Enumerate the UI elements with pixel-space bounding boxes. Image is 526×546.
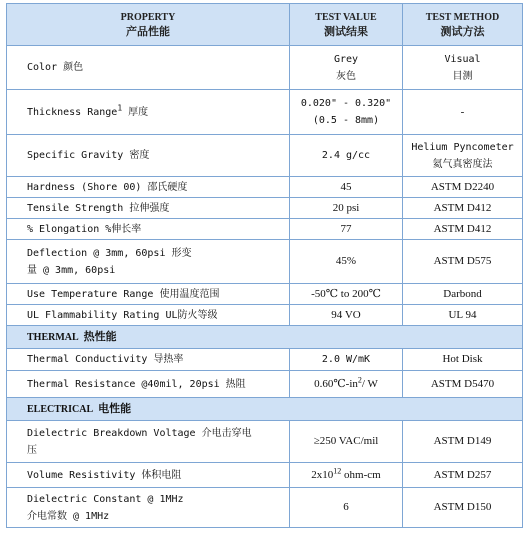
value-elongation: 77 [290,219,403,240]
row-dielectric-breakdown [7,421,523,463]
row-temperature-range [7,284,523,305]
row-volume-resistivity [7,463,523,488]
properties-table-container [6,3,522,528]
value-dielectric-breakdown: ≥250 VAC/mil [290,421,403,463]
method-specific-gravity: Helium Pyncometer 氦气真密度法 [403,135,523,177]
method-volume-resistivity: ASTM D257 [403,463,523,488]
row-deflection [7,240,523,284]
value-specific-gravity: 2.4 g/cc [290,135,403,177]
label-dielectric-breakdown: Dielectric Breakdown Voltage 介电击穿电 压 [7,421,290,463]
header-property: PROPERTY 产品性能 [7,4,290,46]
method-thickness: - [403,90,523,135]
method-tensile-strength: ASTM D412 [403,198,523,219]
value-thermal-conductivity: 2.0 W/mK [290,349,403,371]
row-thermal-conductivity [7,349,523,371]
row-elongation [7,219,523,240]
value-hardness: 45 [290,177,403,198]
label-temperature-range: Use Temperature Range 使用温度范围 [7,284,290,305]
label-color: Color 颜色 [7,46,290,90]
label-flammability: UL Flammability Rating UL防火等级 [7,305,290,326]
method-thermal-conductivity: Hot Disk [403,349,523,371]
header-test-method: TEST METHOD 测试方法 [403,4,523,46]
label-thickness: Thickness Range$^1$ 厚度 [7,90,290,135]
section-electrical-title: ELECTRICAL 电性能 [7,398,523,421]
header-test-value: TEST VALUE 测试结果 [290,4,403,46]
row-thickness [7,90,523,135]
row-specific-gravity [7,135,523,177]
value-thickness: 0.020" - 0.320" (0.5 - 8mm) [290,90,403,135]
label-deflection: Deflection @ 3mm, 60psi 形变 量 @ 3mm, 60psi [7,240,290,284]
method-thermal-resistance: ASTM D5470 [403,371,523,398]
label-hardness: Hardness (Shore 00) 邵氏硬度 [7,177,290,198]
value-tensile-strength: 20 psi [290,198,403,219]
row-flammability [7,305,523,326]
label-specific-gravity: Specific Gravity 密度 [7,135,290,177]
value-temperature-range: -50℃ to 200℃ [290,284,403,305]
method-color: Visual 目测 [403,46,523,90]
value-deflection: 45% [290,240,403,284]
row-dielectric-constant [7,488,523,528]
method-deflection: ASTM D575 [403,240,523,284]
row-tensile-strength [7,198,523,219]
value-volume-resistivity: $2x10^{12}$ ohm-cm [290,463,403,488]
label-volume-resistivity: Volume Resistivity 体积电阻 [7,463,290,488]
label-tensile-strength: Tensile Strength 拉伸强度 [7,198,290,219]
method-hardness: ASTM D2240 [403,177,523,198]
value-color: Grey 灰色 [290,46,403,90]
header-row [7,4,523,46]
method-dielectric-constant: ASTM D150 [403,488,523,528]
properties-table [6,3,523,528]
method-temperature-range: Darbond [403,284,523,305]
row-thermal-resistance [7,371,523,398]
value-dielectric-constant: 6 [290,488,403,528]
label-elongation: % Elongation %伸长率 [7,219,290,240]
section-thermal-title: THERMAL 热性能 [7,326,523,349]
row-color [7,46,523,90]
label-thermal-conductivity: Thermal Conductivity 导热率 [7,349,290,371]
section-thermal [7,326,523,349]
value-thermal-resistance: $0.60℃-in^2/$ W [290,371,403,398]
method-dielectric-breakdown: ASTM D149 [403,421,523,463]
label-dielectric-constant: Dielectric Constant @ 1MHz 介电常数 @ 1MHz [7,488,290,528]
value-flammability: 94 VO [290,305,403,326]
method-flammability: UL 94 [403,305,523,326]
section-electrical [7,398,523,421]
label-thermal-resistance: Thermal Resistance @40mil, 20psi 热阻 [7,371,290,398]
row-hardness [7,177,523,198]
method-elongation: ASTM D412 [403,219,523,240]
